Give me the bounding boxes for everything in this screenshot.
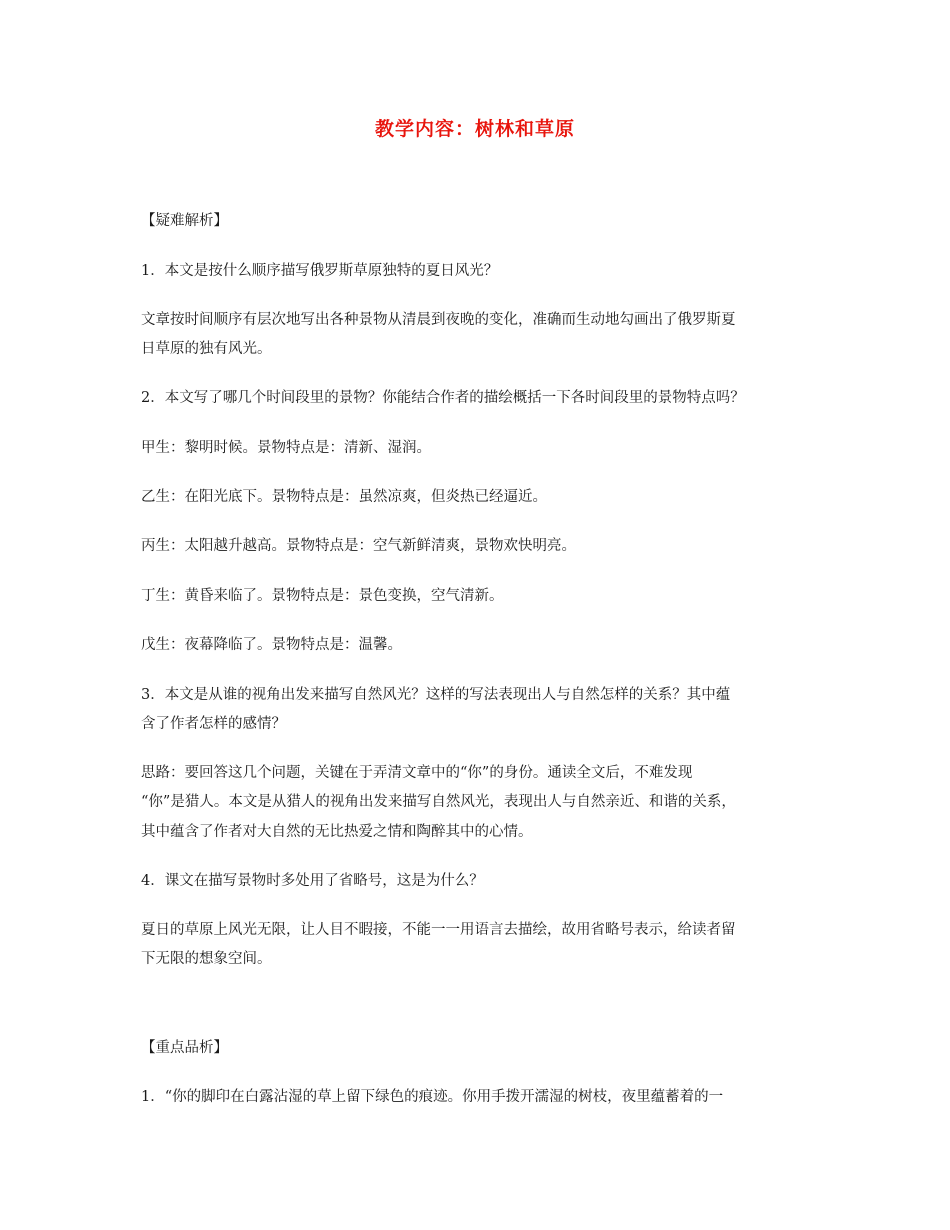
answer-3-line-2: “你”是猎人。本文是从猎人的视角出发来描写自然风光，表现出人与自然亲近、和谐的关系，	[141, 794, 736, 810]
answer-2-student-jia: 甲生：黎明时候。景物特点是：清新、湿润。	[141, 440, 431, 456]
question-2: 2．本文写了哪几个时间段里的景物？你能结合作者的描绘概括一下各时间段里的景物特点吗？	[141, 390, 745, 406]
question-3-line-2: 含了作者怎样的感情？	[141, 716, 286, 732]
answer-4-line-1: 夏日的草原上风光无限，让人目不暇接，不能一一用语言去描绘，故用省略号表示，给读者留	[141, 922, 736, 938]
section-heading-difficulties: 【疑难解析】	[141, 213, 228, 229]
answer-1-line-2: 日草原的独有风光。	[141, 341, 272, 357]
answer-2-student-wu: 戊生：夜幕降临了。景物特点是：温馨。	[141, 637, 402, 653]
question-1: 1．本文是按什么顺序描写俄罗斯草原独特的夏日风光？	[141, 263, 499, 279]
question-4: 4．课文在描写景物时多处用了省略号，这是为什么？	[141, 873, 484, 889]
key-point-1-line-1: 1．“你的脚印在白露沾湿的草上留下绿色的痕迹。你用手拨开濡湿的树枝，夜里蕴蓄着的一	[141, 1089, 724, 1105]
answer-3-line-1: 思路：要回答这几个问题，关键在于弄清文章中的“你”的身份。通读全文后，不难发现	[141, 765, 693, 781]
answer-2-student-yi: 乙生：在阳光底下。景物特点是：虽然凉爽，但炎热已经逼近。	[141, 489, 547, 505]
answer-3-line-3: 其中蕴含了作者对大自然的无比热爱之情和陶醉其中的心情。	[141, 824, 533, 840]
answer-4-line-2: 下无限的想象空间。	[141, 951, 272, 967]
page-title: 教学内容：树林和草原	[374, 118, 575, 140]
answer-2-student-ding: 丁生：黄昏来临了。景物特点是：景色变换，空气清新。	[141, 588, 504, 604]
question-3-line-1: 3．本文是从谁的视角出发来描写自然风光？这样的写法表现出人与自然怎样的关系？其中蕴	[141, 687, 731, 703]
answer-1-line-1: 文章按时间顺序有层次地写出各种景物从清晨到夜晚的变化，准确而生动地勾画出了俄罗斯夏	[141, 312, 736, 328]
answer-2-student-bing: 丙生：太阳越升越高。景物特点是：空气新鲜清爽，景物欢快明亮。	[141, 538, 576, 554]
section-heading-key-points: 【重点品析】	[141, 1040, 228, 1056]
